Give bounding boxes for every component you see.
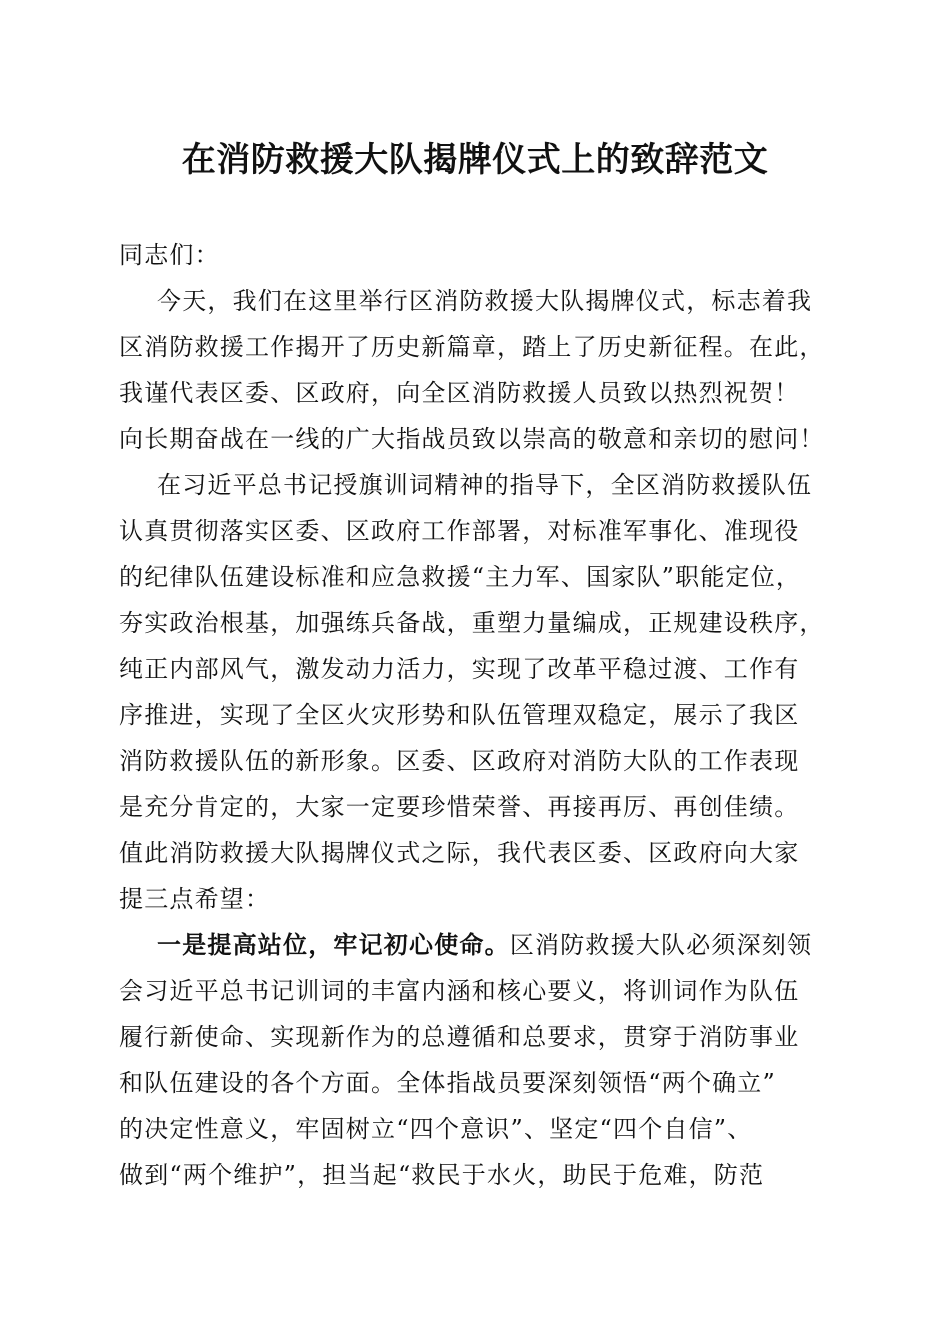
paragraph-line: 的决定性意义，牢固树立“四个意识”、坚定“四个自信”、 — [119, 1115, 753, 1143]
document-body — [119, 232, 834, 1198]
paragraph-line: 我谨代表区委、区政府，向全区消防救援人员致以热烈祝贺！ — [119, 379, 800, 407]
paragraph-line: 今天，我们在这里举行区消防救援大队揭牌仪式，标志着我 — [157, 287, 813, 315]
paragraph-line: 纯正内部风气，激发动力活力，实现了改革平稳过渡、工作有 — [119, 655, 800, 683]
paragraph-line: 在习近平总书记授旗训词精神的指导下，全区消防救援队伍 — [157, 471, 813, 499]
paragraph-line: 提三点希望： — [119, 885, 271, 913]
paragraph-line: 和队伍建设的各个方面。全体指战员要深刻领悟“两个确立” — [119, 1069, 776, 1097]
document-title: 在消防救援大队揭牌仪式上的致辞范文 — [181, 140, 769, 180]
paragraph-line: 消防救援队伍的新形象。区委、区政府对消防大队的工作表现 — [119, 747, 800, 775]
paragraph-line: 做到“两个维护”，担当起“救民于水火，助民于危难，防范 — [119, 1161, 765, 1189]
section-heading: 一是提高站位，牢记初心使命。 — [157, 930, 510, 959]
paragraph-line: 是充分肯定的，大家一定要珍惜荣誉、再接再厉、再创佳绩。 — [119, 793, 800, 821]
paragraph-line: 夯实政治根基，加强练兵备战，重塑力量编成，正规建设秩序， — [119, 609, 825, 637]
paragraph-line: 值此消防救援大队揭牌仪式之际，我代表区委、区政府向大家 — [119, 839, 800, 867]
paragraph-line — [119, 922, 834, 968]
paragraph-line: 会习近平总书记训词的丰富内涵和核心要义，将训词作为队伍 — [119, 977, 800, 1005]
paragraph-line: 的纪律队伍建设标准和应急救援“主力军、国家队”职能定位， — [119, 563, 802, 591]
paragraph-line: 向长期奋战在一线的广大指战员致以崇高的敬意和亲切的慰问！ — [119, 425, 825, 453]
paragraph-line: 履行新使命、实现新作为的总遵循和总要求，贯穿于消防事业 — [119, 1023, 800, 1051]
paragraph-line: 区消防救援工作揭开了历史新篇章，踏上了历史新征程。在此， — [119, 333, 825, 361]
paragraph-line: 认真贯彻落实区委、区政府工作部署，对标准军事化、准现役 — [119, 517, 800, 545]
paragraph-line: 序推进，实现了全区火灾形势和队伍管理双稳定，展示了我区 — [119, 701, 800, 729]
salutation: 同志们： — [119, 241, 220, 269]
paragraph-text: 区消防救援大队必须深刻领 — [509, 931, 813, 959]
